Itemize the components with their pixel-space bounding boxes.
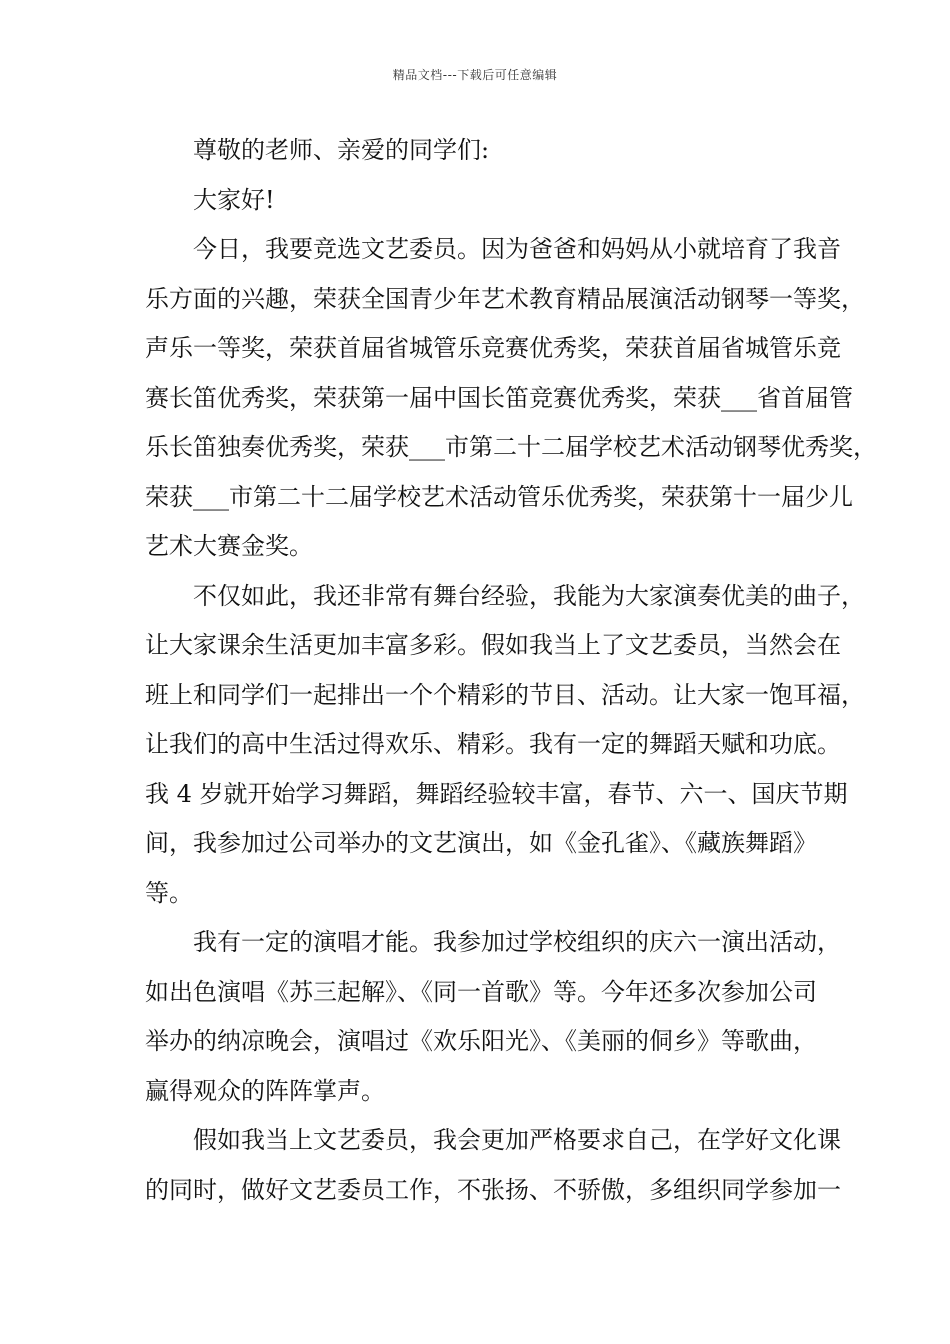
- text-line: 的同时，做好文艺委员工作，不张扬、不骄傲，多组织同学参加一: [145, 1175, 841, 1204]
- text-line: 今日，我要竞选文艺委员。因为爸爸和妈妈从小就培育了我音: [193, 235, 841, 263]
- singing-paragraph: [145, 918, 841, 1116]
- text-line: 艺术大赛金奖。: [145, 532, 313, 560]
- text-line: 大家好!: [193, 185, 275, 214]
- text-line: 声乐一等奖，荣获首届省城管乐竞赛优秀奖，荣获首届省城管乐竞: [145, 334, 841, 362]
- text-line: 不仅如此，我还非常有舞台经验，我能为大家演奏优美的曲子，: [193, 581, 865, 610]
- commitment-paragraph: [145, 1116, 841, 1215]
- text-line: 赛长笛优秀奖，荣获第一届中国长笛竞赛优秀奖，荣获___省首届管: [145, 383, 853, 412]
- text-line: 如出色演唱《苏三起解》、《同一首歌》等。今年还多次参加公司: [145, 977, 817, 1006]
- text-line: 我 4 岁就开始学习舞蹈，舞蹈经验较丰富，春节、六一、国庆节期: [145, 779, 848, 808]
- text-line: 尊敬的老师、亲爱的同学们:: [193, 136, 490, 164]
- text-line: 假如我当上文艺委员，我会更加严格要求自己，在学好文化课: [193, 1126, 841, 1154]
- text-line: 班上和同学们一起排出一个个精彩的节目、活动。让大家一饱耳福，: [145, 680, 865, 709]
- stage-experience-paragraph: [145, 572, 865, 919]
- text-line: 乐长笛独奏优秀奖，荣获___市第二十二届学校艺术活动钢琴优秀奖，: [145, 433, 877, 461]
- salutation-paragraph: [145, 126, 835, 176]
- document-body: [145, 126, 877, 1215]
- text-line: 赢得观众的阵阵掌声。: [145, 1076, 385, 1105]
- text-line: 我有一定的演唱才能。我参加过学校组织的庆六一演出活动，: [193, 928, 841, 956]
- document-header: 精品文档---下载后可任意编辑: [392, 68, 558, 82]
- awards-paragraph: [145, 225, 877, 572]
- text-line: 乐方面的兴趣，荣获全国青少年艺术教育精品展演活动钢琴一等奖，: [145, 284, 865, 313]
- text-line: 让我们的高中生活过得欢乐、精彩。我有一定的舞蹈天赋和功底。: [145, 730, 841, 758]
- text-line: 等。: [145, 878, 193, 907]
- text-line: 让大家课余生活更加丰富多彩。假如我当上了文艺委员，当然会在: [145, 631, 841, 659]
- text-line: 荣获___市第二十二届学校艺术活动管乐优秀奖，荣获第十一届少儿: [145, 482, 853, 511]
- text-line: 间，我参加过公司举办的文艺演出，如《金孔雀》、《藏族舞蹈》: [145, 829, 817, 857]
- text-line: 举办的纳凉晚会，演唱过《欢乐阳光》、《美丽的侗乡》等歌曲，: [145, 1027, 817, 1055]
- greeting-paragraph: [145, 176, 835, 226]
